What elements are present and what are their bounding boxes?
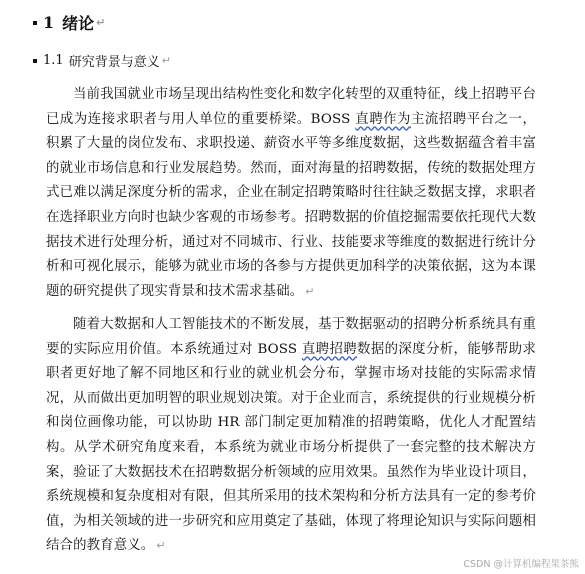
watermark-text: CSDN @计算机编程果茶熊 [463, 559, 579, 570]
paragraph-mark-icon: ↵ [161, 53, 171, 67]
section-number: 1.1 [43, 52, 64, 68]
paragraph-mark-icon: ↵ [156, 539, 166, 553]
heading-marker-icon [33, 59, 37, 63]
chapter-heading[interactable] [33, 10, 105, 34]
chapter-title: 绪论 [62, 13, 95, 33]
body-paragraph-1[interactable] [46, 83, 536, 304]
paragraph-mark-icon: ↵ [96, 15, 106, 29]
section-heading[interactable] [33, 49, 171, 71]
heading-marker-icon [33, 21, 37, 25]
chapter-number: 1 [43, 12, 55, 32]
paragraph-mark-icon: ↵ [305, 284, 315, 298]
spellcheck-underlined-text: 直聘招聘 [301, 341, 358, 357]
body-paragraph-2[interactable] [46, 313, 536, 559]
spellcheck-underlined-text: 直聘作为 [355, 111, 411, 127]
paragraph-text: 随着大数据和人工智能技术的不断发展，基于数据驱动的招聘分析系统具有重要的实际应用价值。本系统通过对 BOSS [46, 317, 536, 357]
paragraph-text: 数据的深度分析，能够帮助求职者更好地了解不同地区和行业的就业机会分布，掌握市场对技能的实际需求情况，从而做出更加明智的职业规划决策。对于企业而言，系统提供的行业规模分析和岗位画像功能，可以协助 HR 部门制定更加精准的招聘策略，优化人才配置结构。从学术研究角度来看，本系统为就业市场分析提供了一套完整的技术解决方案，验证了大数据技术在招聘数据分析领域的应用效果。虽然作为毕业设计项目，系统规模和复杂度相对有限，但其所采用的技术架构和分析方法具有一定的参考价值，为相关领域的进一步研究和应用奠定了基础，体现了将理论知识与实际问题相结合的教育意义。 [46, 341, 537, 554]
paragraph-text: 当前我国就业市场呈现出结构性变化和数字化转型的双重特征，线上招聘平台已成为连接求职者与用人单位的重要桥梁。BOSS [46, 87, 536, 127]
section-title: 研究背景与意义 [68, 54, 160, 70]
paragraph-text: 主流招聘平台之一，积累了大量的岗位发布、求职投递、薪资水平等多维度数据，这些数据蕴含着丰富的就业市场信息和行业发展趋势。然而，面对海量的招聘数据，传统的数据处理方式已难以满足深度分析的需求，企业在制定招聘策略时往往缺乏数据支撑，求职者在选择职业方向时也缺少客观的市场参考。招聘数据的价值挖掘需要依托现代大数据技术进行处理分析，通过对不同城市、行业、技能要求等维度的数据进行统计分析和可视化展示，能够为就业市场的各参与方提供更加科学的决策依据，这为本课题的研究提供了现实背景和技术需求基础。 [46, 111, 536, 299]
